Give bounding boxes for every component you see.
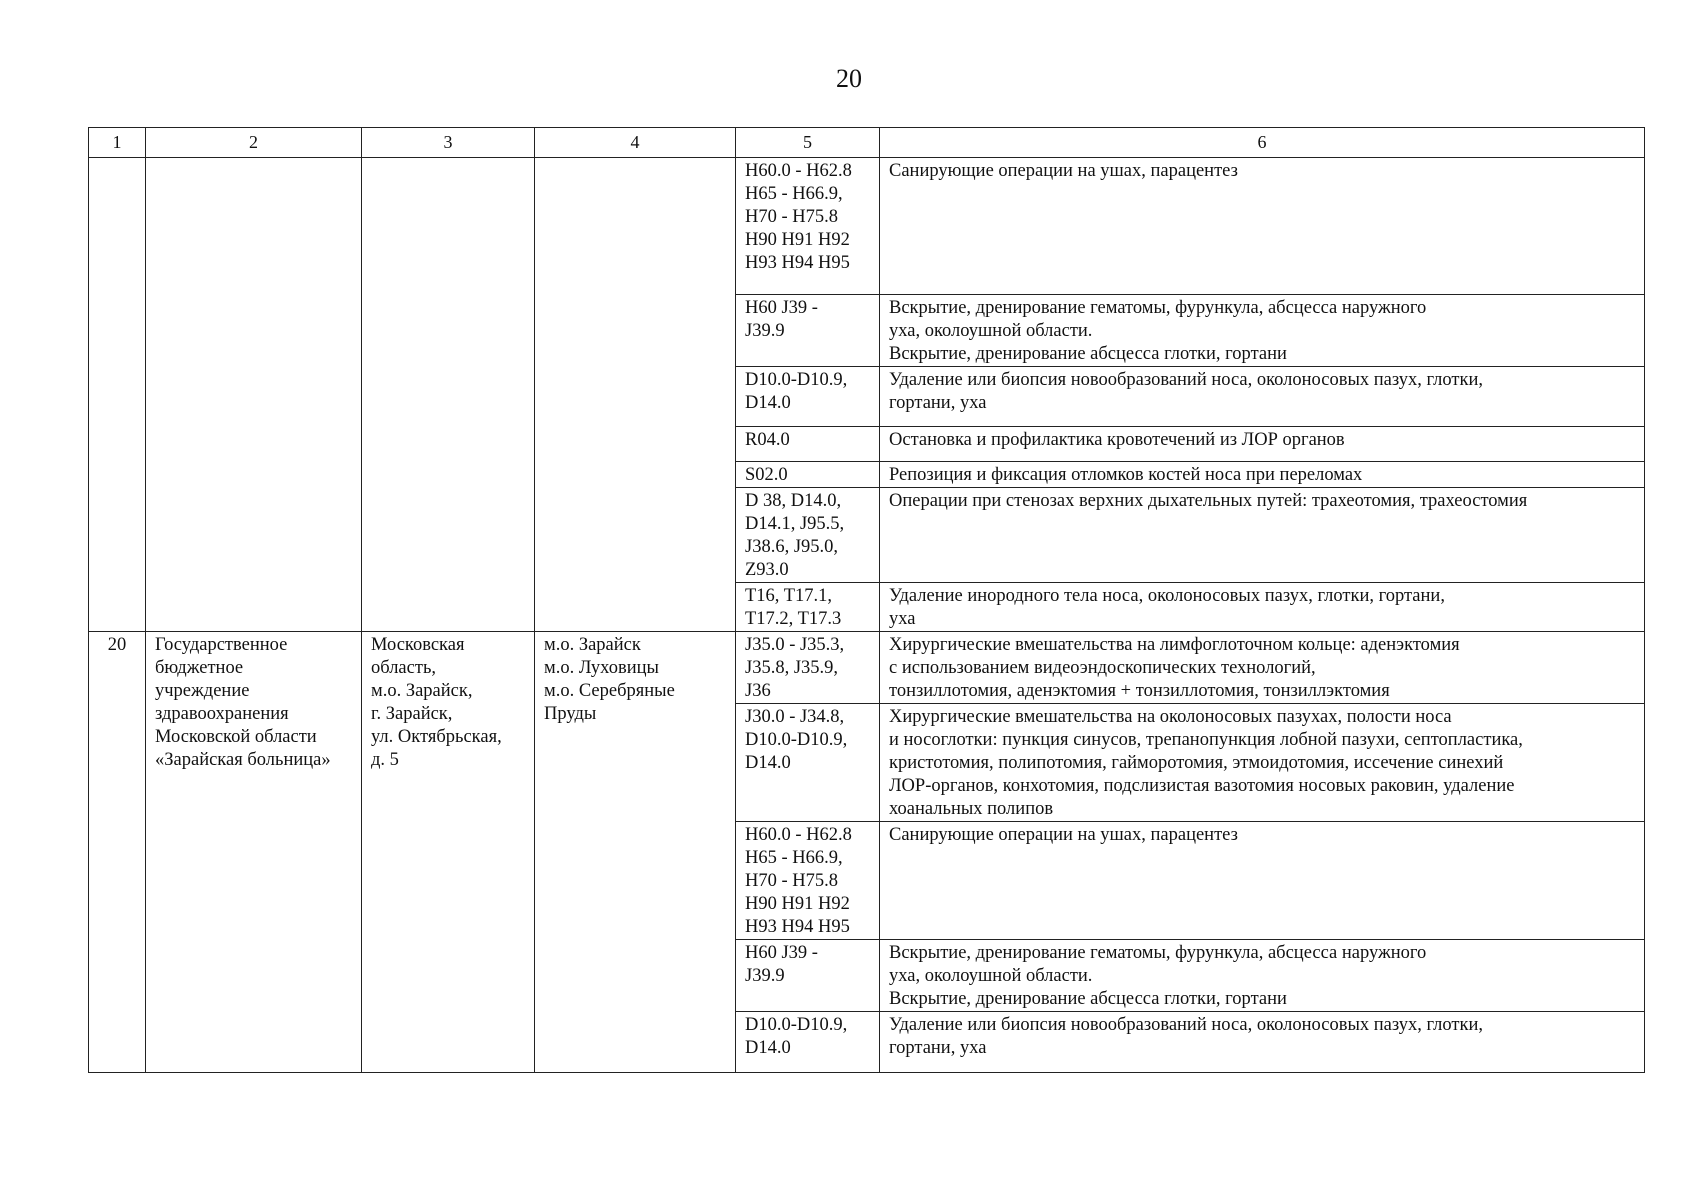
- intervention-description: Удаление инородного тела носа, околоносовых пазух, глотки, гортани, уха: [880, 583, 1645, 632]
- column-number: 5: [736, 128, 880, 158]
- address-cell: [362, 158, 535, 632]
- entry-number-cell: [89, 158, 146, 632]
- diagnosis-codes: J35.0 - J35.3, J35.8, J35.9, J36: [736, 632, 880, 704]
- column-number: 2: [146, 128, 362, 158]
- institution-cell: Государственное бюджетное учреждение здравоохранения Московской области «Зарайская больница»: [146, 632, 362, 1073]
- column-number: 6: [880, 128, 1645, 158]
- column-number: 3: [362, 128, 535, 158]
- intervention-description: Вскрытие, дренирование гематомы, фурункула, абсцесса наружного уха, околоушной области. Вскрытие, дренирование абсцесса глотки, гортани: [880, 295, 1645, 367]
- table-row: [89, 632, 1645, 704]
- diagnosis-codes: D10.0-D10.9, D14.0: [736, 1012, 880, 1073]
- institution-cell: [146, 158, 362, 632]
- column-number-row: [89, 128, 1645, 158]
- column-number: 4: [535, 128, 736, 158]
- intervention-description: Удаление или биопсия новообразований носа, околоносовых пазух, глотки, гортани, уха: [880, 1012, 1645, 1073]
- diagnosis-codes: J30.0 - J34.8, D10.0-D10.9, D14.0: [736, 704, 880, 822]
- intervention-description: Хирургические вмешательства на околоносовых пазухах, полости носа и носоглотки: пункция синусов, трепанопункция лобной пазухи, септопластика, кристотомия, полипотомия, гайморотомия, этмоидотомия, иссечение синехий ЛОР-органов, конхотомия, подслизистая вазотомия носовых раковин, удаление хоанальных полипов: [880, 704, 1645, 822]
- diagnosis-codes: T16, T17.1, T17.2, T17.3: [736, 583, 880, 632]
- diagnosis-codes: S02.0: [736, 462, 880, 488]
- diagnosis-codes: H60.0 - H62.8 H65 - H66.9, H70 - H75.8 H90 H91 H92 H93 H94 H95: [736, 158, 880, 295]
- intervention-description: Хирургические вмешательства на лимфоглоточном кольце: аденэктомия с использованием видеоэндоскопических технологий, тонзиллотомия, аденэктомия + тонзиллотомия, тонзиллэктомия: [880, 632, 1645, 704]
- intervention-description: Удаление или биопсия новообразований носа, околоносовых пазух, глотки, гортани, уха: [880, 367, 1645, 427]
- diagnosis-codes: H60 J39 - J39.9: [736, 940, 880, 1012]
- diagnosis-codes: R04.0: [736, 427, 880, 462]
- column-number: 1: [89, 128, 146, 158]
- diagnosis-codes: D 38, D14.0, D14.1, J95.5, J38.6, J95.0, Z93.0: [736, 488, 880, 583]
- intervention-description: Санирующие операции на ушах, парацентез: [880, 822, 1645, 940]
- intervention-description: Остановка и профилактика кровотечений из ЛОР органов: [880, 427, 1645, 462]
- intervention-description: Репозиция и фиксация отломков костей носа при переломах: [880, 462, 1645, 488]
- intervention-description: Вскрытие, дренирование гематомы, фурункула, абсцесса наружного уха, околоушной области. Вскрытие, дренирование абсцесса глотки, гортани: [880, 940, 1645, 1012]
- diagnosis-codes: H60.0 - H62.8 H65 - H66.9, H70 - H75.8 H90 H91 H92 H93 H94 H95: [736, 822, 880, 940]
- page-number: 20: [836, 64, 862, 93]
- table-row: [89, 158, 1645, 295]
- medical-services-table: [88, 127, 1645, 1073]
- intervention-description: Операции при стенозах верхних дыхательных путей: трахеотомия, трахеостомия: [880, 488, 1645, 583]
- diagnosis-codes: H60 J39 - J39.9: [736, 295, 880, 367]
- intervention-description: Санирующие операции на ушах, парацентез: [880, 158, 1645, 295]
- entry-number-cell: 20: [89, 632, 146, 1073]
- territory-cell: м.о. Зарайск м.о. Луховицы м.о. Серебряные Пруды: [535, 632, 736, 1073]
- territory-cell: [535, 158, 736, 632]
- address-cell: Московская область, м.о. Зарайск, г. Зарайск, ул. Октябрьская, д. 5: [362, 632, 535, 1073]
- diagnosis-codes: D10.0-D10.9, D14.0: [736, 367, 880, 427]
